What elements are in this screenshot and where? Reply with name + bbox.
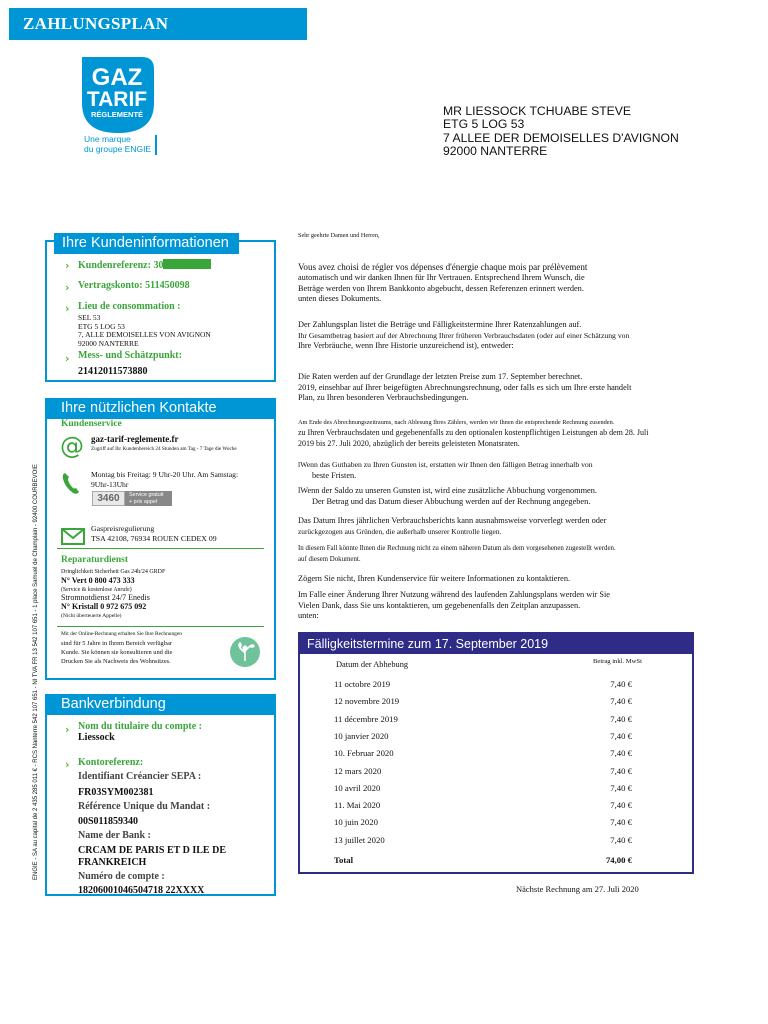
service-hours: Montag bis Freitag: 9 Uhr-20 Uhr. Am Samstag: 9Uhr-13Uhr [91,470,239,489]
schedule-row-date: 10 janvier 2020 [334,730,389,741]
logo-line2: TARIF [86,88,148,111]
sepa-creditor-value: FR03SYM002381 [78,787,154,798]
account-holder-label: Nom du titulaire du compte : [78,721,202,732]
repair-service-info: Dringlichkeit Sicherheit Gas 24h/24 GRDF N° Vert 0 800 473 333 (Service & kostenlose Anrufe) Stromnotdienst 24/7 Enedis N° Kristall 0 972 675 092 (Nicht überteuerte Appelle) [61,569,166,619]
letter-paragraph-8: In diesem Fall könnte Ihnen die Rechnung nicht zu einem näheren Datum als dem vorgesehenen zugestellt werden. auf diesem Dokument. [298,545,616,563]
letter-paragraph-6: lWenn der Saldo zu unseren Gunsten ist, wird eine zusätzliche Abbuchung vorgenommen. Der Betrag und das Datum dieser Abbuchung werden auf der Rechnung angegeben. [298,486,597,506]
account-number-value: 18206001046504718 22XXXX [78,885,205,896]
gaz-tarif-logo [70,55,165,165]
letter-paragraph-9: Zögern Sie nicht, Ihren Kundenservice für weitere Informationen zu kontaktieren. [298,574,571,583]
online-invoice-info: Mit der Online-Rechnung erhalten Sie Ihre Rechnungen sind für 5 Jahre in Ihrem Bereich verfügbar Kunde. Sie können sie konsultieren und die Drucken Sie als Nachweis des Wohnsitzes. [61,631,182,665]
schedule-row-amount: 7,40 € [610,748,632,759]
schedule-row-date: 10 avril 2020 [334,782,381,793]
schedule-row-amount: 7,40 € [610,713,632,724]
postal-address: Gaspreisregulierung TSA 42108, 76934 ROUEN CEDEX 09 [91,524,217,543]
letter-paragraph-2: Der Zahlungsplan listet die Beträge und Fälligkeitstermine Ihrer Ratenzahlungen auf. Ihr Gesamtbetrag basiert auf der Abrechnung Ihrer früheren Verbrauchsdaten (oder auf einer Schätzung von Ihre Verbräuche, wenn Ihre Historie unzureichend ist), entweder: [298,320,630,351]
contacts-panel [45,398,276,680]
schedule-title: Fälligkeitstermine zum 17. September 2019 [300,634,692,654]
letter-paragraph-10: Im Falle einer Änderung Ihrer Nutzung während des laufenden Zahlungsplans werden wir Sie Vielen Dank, dass Sie uns kontaktieren, um gegebenenfalls den Zeitplan anzupassen. unten: [298,590,610,621]
logo-line1: GAZ [91,64,143,91]
schedule-row-date: 12 mars 2020 [334,765,382,776]
recipient-address: MR LIESSOCK TCHUABE STEVE ETG 5 LOG 53 7 ALLEE DER DEMOISELLES D'AVIGNON 92000 NANTERRE [443,104,679,159]
logo-badge [70,55,165,135]
logo-tagline: Une marque du groupe ENGIE [84,134,152,154]
schedule-row-date: 11 décembre 2019 [334,713,398,724]
document-title: ZAHLUNGSPLAN [9,8,307,40]
letter-greeting: Sehr geehrte Damen und Herren, [298,232,380,239]
mandate-ref-label: Référence Unique du Mandat : [78,801,211,812]
envelope-icon [61,528,85,545]
total-label: Total [334,855,353,865]
schedule-row-amount: 7,40 € [610,817,632,828]
account-number-label: Numéro de compte : [78,871,165,882]
website-subtext: Zugriff auf Ihr Kundenbereich 24 Stunden am Tag - 7 Tage die Woche [91,446,237,452]
repair-service-heading: Reparaturdienst [61,555,129,565]
website-link[interactable]: gaz-tarif-reglemente.fr [91,434,179,444]
letter-paragraph-5: lWenn das Guthaben zu Ihren Gunsten ist, erstatten wir Ihnen den fälligen Betrag innerhalb von beste Fristen. [298,460,593,480]
phone-icon [61,471,81,495]
letter-paragraph-3: Die Raten werden auf der Grundlage der letzten Preise zum 17. September berechnet. 2019, einsehbar auf Ihrer beigefügten Abrechnungsrechnung, oder falls es sich um Ihre erste handelt Plan, zu Ihren besonderen Verbrauchsbedingungen. [298,372,632,403]
consumption-location-label: Lieu de consommation : [78,301,181,312]
eco-leaf-icon [230,637,260,667]
customer-info-title: Ihre Kundeninformationen [54,233,239,254]
meter-point-value: 21412011573880 [78,366,148,377]
schedule-row-date: 10. Februar 2020 [334,748,394,759]
schedule-row-amount: 7,40 € [610,782,632,793]
customer-ref: Kundenreferenz: 30 [78,259,211,271]
phone-number-badge[interactable]: 3460 Service gratuit + prix appel [92,491,172,506]
sepa-creditor-label: Identifiant Créancier SEPA : [78,771,202,782]
bank-name-value-line1: CRCAM DE PARIS ET D ILE DE [78,845,226,856]
account-holder-value: Liessock [78,732,115,743]
electricity-emergency-number: N° Kristall 0 972 675 092 [61,602,147,612]
chevron-right-icon: › [65,259,70,272]
schedule-row-amount: 7,40 € [610,730,632,741]
schedule-row-amount: 7,40 € [610,696,632,707]
account-reference-label: Kontoreferenz: [78,757,144,768]
chevron-right-icon: › [65,281,70,294]
schedule-row-date: 11 octobre 2019 [334,679,391,689]
chevron-right-icon: › [65,302,70,315]
schedule-row-amount: 7,40 € [610,765,632,776]
schedule-row-amount: 7,40 € [610,834,632,845]
letter-paragraph-4: Am Ende des Abrechnungszeitraums, nach Ablesung Ihres Zählers, werden wir Ihnen die entsprechende Rechnung zusenden. zu Ihren Verbrauchsdaten und gegebenenfalls zu den optionalen kostenpflichtigen Leistungen ab dem 28. Juli 2019 bis 27. Juli 2020, abzüglich der bereits geleisteten Monatsraten. [298,419,649,448]
chevron-right-icon: › [65,758,70,771]
consumption-location-address: SEL 53 ETG 5 LOG 53 7, ALLE DEMOISELLES VON AVIGNON 92000 NANTERRE [78,313,211,348]
col-header-date: Datum der Abhebung [336,660,409,669]
bank-details-title: Bankverbindung [47,694,274,715]
at-email-icon: @ [60,432,84,460]
schedule-row-date: 12 novembre 2019 [334,696,400,707]
chevron-right-icon: › [65,723,70,736]
customer-info-panel [45,235,276,382]
contacts-title: Ihre nützlichen Kontakte [47,398,274,419]
mandate-ref-value: 00S011859340 [78,816,139,827]
contract-account: Vertragskonto: 511450098 [78,280,190,291]
customer-service-heading: Kundenservice [61,419,122,429]
next-invoice-note: Nächste Rechnung am 27. Juli 2020 [516,884,639,894]
recipient-name: MR LIESSOCK TCHUABE STEVE [443,104,632,118]
schedule-row-amount: 7,40 € [610,679,632,689]
bank-name-label: Name der Bank : [78,830,151,841]
letter-paragraph-7: Das Datum Ihres jährlichen Verbrauchsberichts kann ausnahmsweise vorverlegt werden oder zurückgezogen aus Gründen, die außerhalb unserer Kontrolle liegen. [298,516,607,536]
schedule-row-date: 11. Mai 2020 [334,800,381,811]
bank-name-value-line2: FRANKREICH [78,857,147,868]
schedule-row-date: 10 juin 2020 [334,817,378,828]
logo-line3: RÉGLEMENTÉ [90,110,144,119]
bank-details-panel [45,694,276,896]
legal-footer: ENGIE - SA au capital de 2 435 285 011 € - RCS Nanterre 542 107 651 - NI TVA FR 13 542 107 651 - 1 place Samuel de Champlain - 92400 COURBEVOIE [33,464,39,880]
schedule-row-amount: 7,40 € [610,800,632,811]
chevron-right-icon: › [65,352,70,365]
schedule-row-date: 13 juillet 2020 [334,834,385,845]
meter-point-label: Mess- und Schätzpunkt: [78,350,182,361]
total-value: 74,00 € [605,855,632,865]
letter-paragraph-1: Vous avez choisi de régler vos dépenses d'énergie chaque mois par prélèvement automatisch und wir danken Ihnen für Ihr Vertrauen. Entsprechend Ihrem Wunsch, die Beträge werden von Ihrem Bankkonto abgebucht, dessen Referenzen erinnert werden. unten dieses Dokuments. [298,262,588,304]
gas-emergency-number: N° Vert 0 800 473 333 [61,575,135,585]
col-header-amount: Betrag inkl. MwSt [593,658,642,665]
payment-schedule-table [298,632,694,874]
